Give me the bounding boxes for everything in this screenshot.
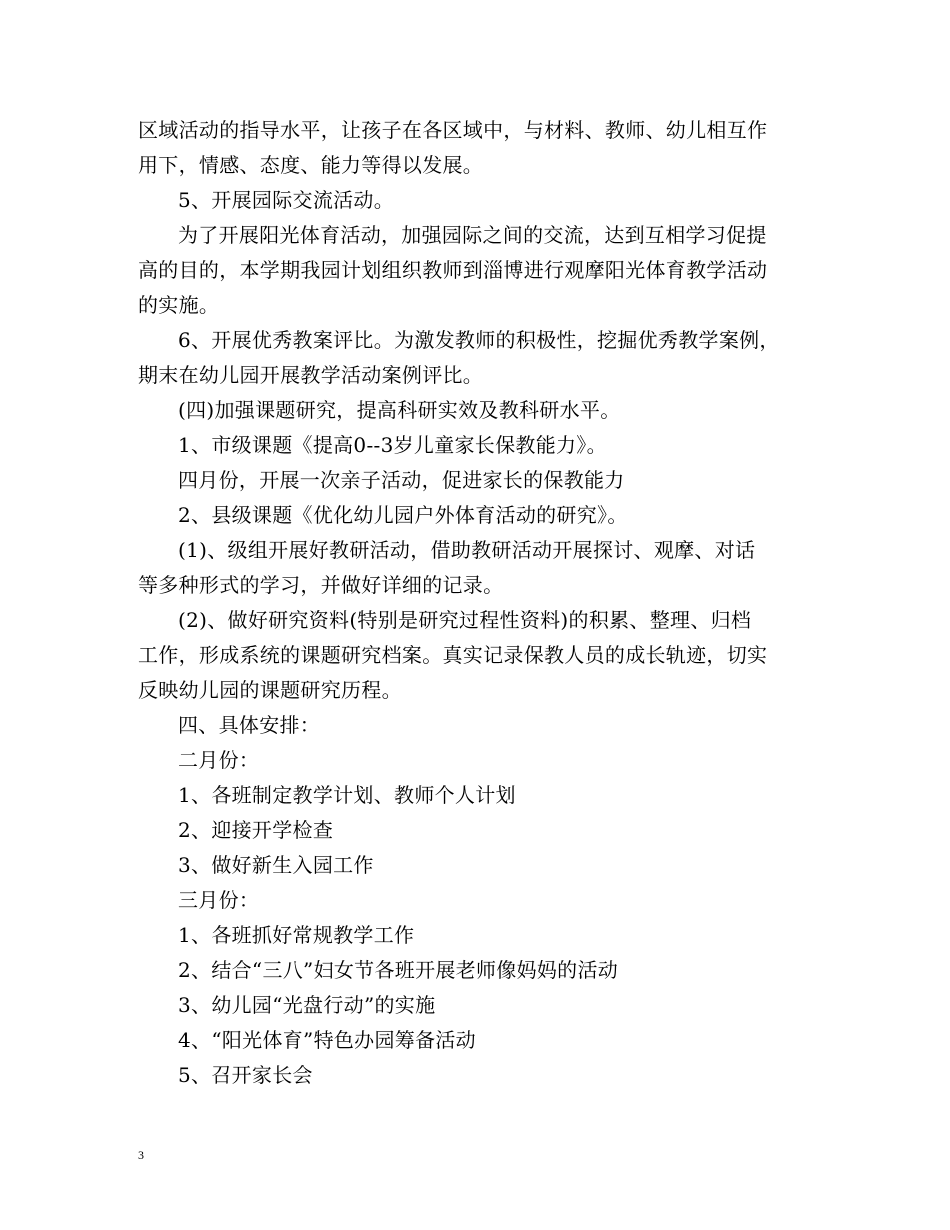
text-line: 反映幼儿园的课题研究历程。 <box>138 678 402 702</box>
text-line: 1、各班抓好常规教学工作 <box>178 923 415 947</box>
text-line: (四)加强课题研究，提高科研实效及教科研水平。 <box>178 398 621 422</box>
text-line: 高的目的，本学期我园计划组织教师到淄博进行观摩阳光体育教学活动 <box>138 258 768 282</box>
text-line: (1)、级组开展好教研活动，借助教研活动开展探讨、观摩、对话 <box>178 538 756 562</box>
text-line: (2)、做好研究资料(特别是研究过程性资料)的积累、整理、归档 <box>178 608 752 632</box>
text-line: 1、市级课题《提高0--3岁儿童家长保教能力》。 <box>178 433 607 457</box>
text-line: 3、幼儿园“光盘行动”的实施 <box>178 993 436 1017</box>
text-line: 四、具体安排： <box>178 713 321 737</box>
document-body <box>138 113 818 1093</box>
text-line: 5、开展园际交流活动。 <box>178 188 395 212</box>
text-line: 2、迎接开学检查 <box>178 818 334 842</box>
text-line: 6、开展优秀教案评比。为激发教师的积极性，挖掘优秀教学案例， <box>178 328 780 352</box>
text-line: 1、各班制定教学计划、教师个人计划 <box>178 783 516 807</box>
page-number: 3 <box>138 1148 144 1162</box>
text-line: 5、召开家长会 <box>178 1063 313 1087</box>
text-line: 的实施。 <box>138 293 220 317</box>
text-line: 区域活动的指导水平，让孩子在各区域中，与材料、教师、幼儿相互作 <box>138 118 768 142</box>
text-line: 4、“阳光体育”特色办园筹备活动 <box>178 1028 476 1052</box>
text-line: 2、结合“三八”妇女节各班开展老师像妈妈的活动 <box>178 958 619 982</box>
text-line: 二月份： <box>178 748 260 772</box>
text-line: 为了开展阳光体育活动，加强园际之间的交流，达到互相学习促提 <box>178 223 767 247</box>
text-line: 等多种形式的学习，并做好详细的记录。 <box>138 573 504 597</box>
text-line: 3、做好新生入园工作 <box>178 853 374 877</box>
text-line: 三月份： <box>178 888 260 912</box>
text-line: 工作，形成系统的课题研究档案。真实记录保教人员的成长轨迹，切实 <box>138 643 768 667</box>
text-line: 用下，情感、态度、能力等得以发展。 <box>138 153 484 177</box>
text-line: 期末在幼儿园开展教学活动案例评比。 <box>138 363 484 387</box>
text-line: 2、县级课题《优化幼儿园户外体育活动的研究》。 <box>178 503 628 527</box>
text-line: 四月份，开展一次亲子活动，促进家长的保教能力 <box>178 468 625 492</box>
